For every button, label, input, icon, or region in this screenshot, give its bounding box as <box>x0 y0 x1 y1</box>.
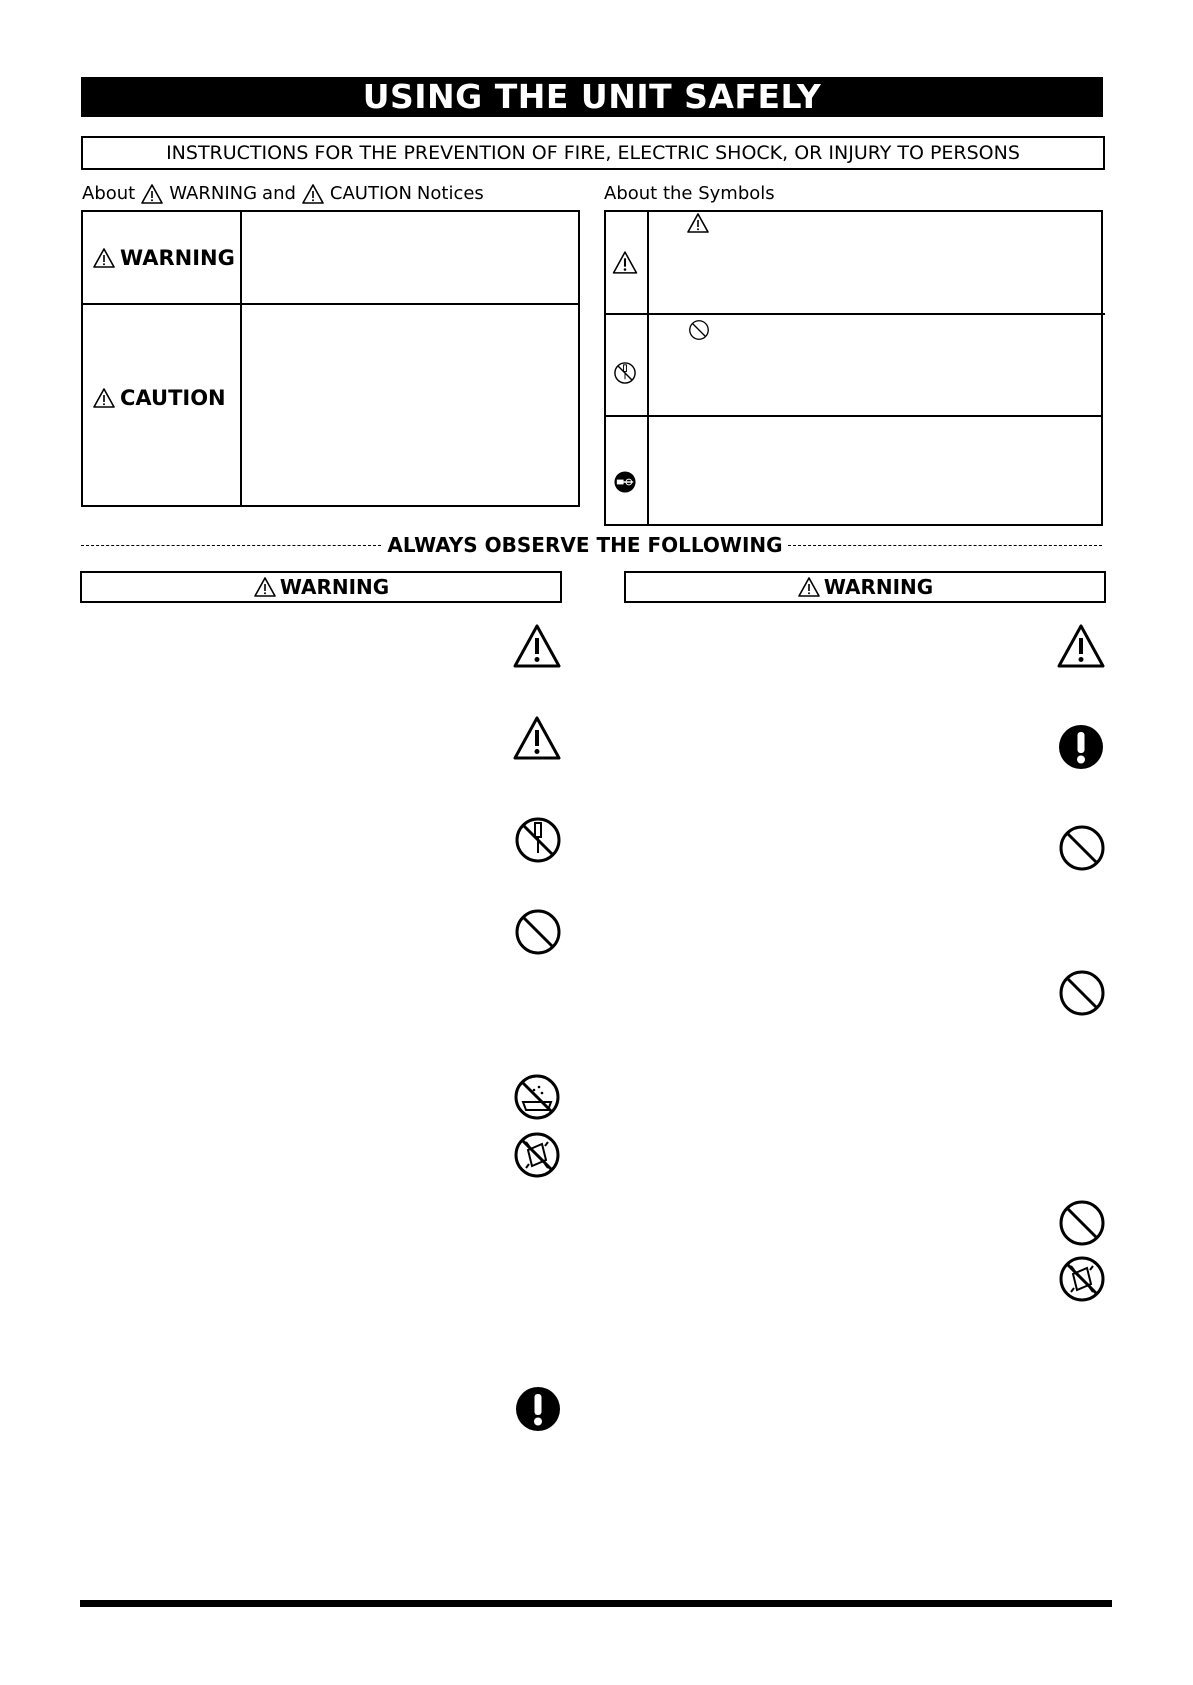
no-shock-icon <box>1057 1254 1107 1304</box>
symbols-row-divider-1 <box>604 313 1105 315</box>
no-shock-icon <box>512 1130 562 1180</box>
mandatory-action-icon <box>513 1384 563 1434</box>
footer-rule <box>80 1600 1112 1607</box>
symbols-table <box>604 210 1103 526</box>
prohibited-icon <box>513 907 563 957</box>
observe-heading: ALWAYS OBSERVE THE FOLLOWING <box>387 533 783 557</box>
observe-rule-left <box>81 545 381 546</box>
right-warning-header <box>624 571 1106 603</box>
notices-row-divider <box>81 303 580 305</box>
notices-heading-about: About <box>82 183 136 204</box>
symbols-divider <box>647 210 649 526</box>
prohibited-icon <box>1057 1198 1107 1248</box>
left-warning-header-label: WARNING <box>279 575 390 599</box>
right-warning-header-label: WARNING <box>823 575 934 599</box>
caution-triangle-icon <box>301 183 325 205</box>
attention-triangle-icon <box>686 212 710 234</box>
symbols-row-divider-2 <box>604 415 1103 417</box>
warning-triangle-icon <box>1056 622 1106 672</box>
notices-heading-warning: WARNING <box>169 183 258 204</box>
warning-triangle-icon <box>797 576 821 598</box>
no-water-icon <box>512 1072 562 1122</box>
notices-heading-notices: Notices <box>416 183 484 204</box>
caution-triangle-icon <box>92 387 116 409</box>
caution-tag <box>92 386 226 410</box>
warning-triangle-icon <box>92 247 116 269</box>
caution-triangle-icon <box>612 250 638 276</box>
no-disassembly-icon <box>513 815 563 865</box>
warning-tag-label: WARNING <box>120 246 235 270</box>
notices-heading <box>82 183 484 205</box>
notices-heading-and: and <box>262 183 296 204</box>
unplug-icon <box>613 470 637 494</box>
disassembly-prohibited-icon <box>613 361 637 385</box>
warning-triangle-icon <box>253 576 277 598</box>
left-warning-header <box>80 571 562 603</box>
prohibited-icon <box>1057 823 1107 873</box>
page-title: USING THE UNIT SAFELY <box>81 77 1103 117</box>
prohibited-icon <box>1057 968 1107 1018</box>
page-subtitle: INSTRUCTIONS FOR THE PREVENTION OF FIRE, ELECTRIC SHOCK, OR INJURY TO PERSONS <box>81 136 1105 170</box>
prohibited-icon <box>688 319 710 341</box>
warning-tag <box>92 246 235 270</box>
warning-triangle-icon <box>512 622 562 672</box>
observe-rule-right <box>788 545 1102 546</box>
mandatory-action-icon <box>1056 722 1106 772</box>
warning-triangle-icon <box>140 183 164 205</box>
symbols-heading: About the Symbols <box>604 183 775 204</box>
caution-tag-label: CAUTION <box>120 386 226 410</box>
notices-heading-caution: CAUTION <box>329 183 412 204</box>
warning-triangle-icon <box>512 714 562 764</box>
notices-divider <box>240 210 242 507</box>
